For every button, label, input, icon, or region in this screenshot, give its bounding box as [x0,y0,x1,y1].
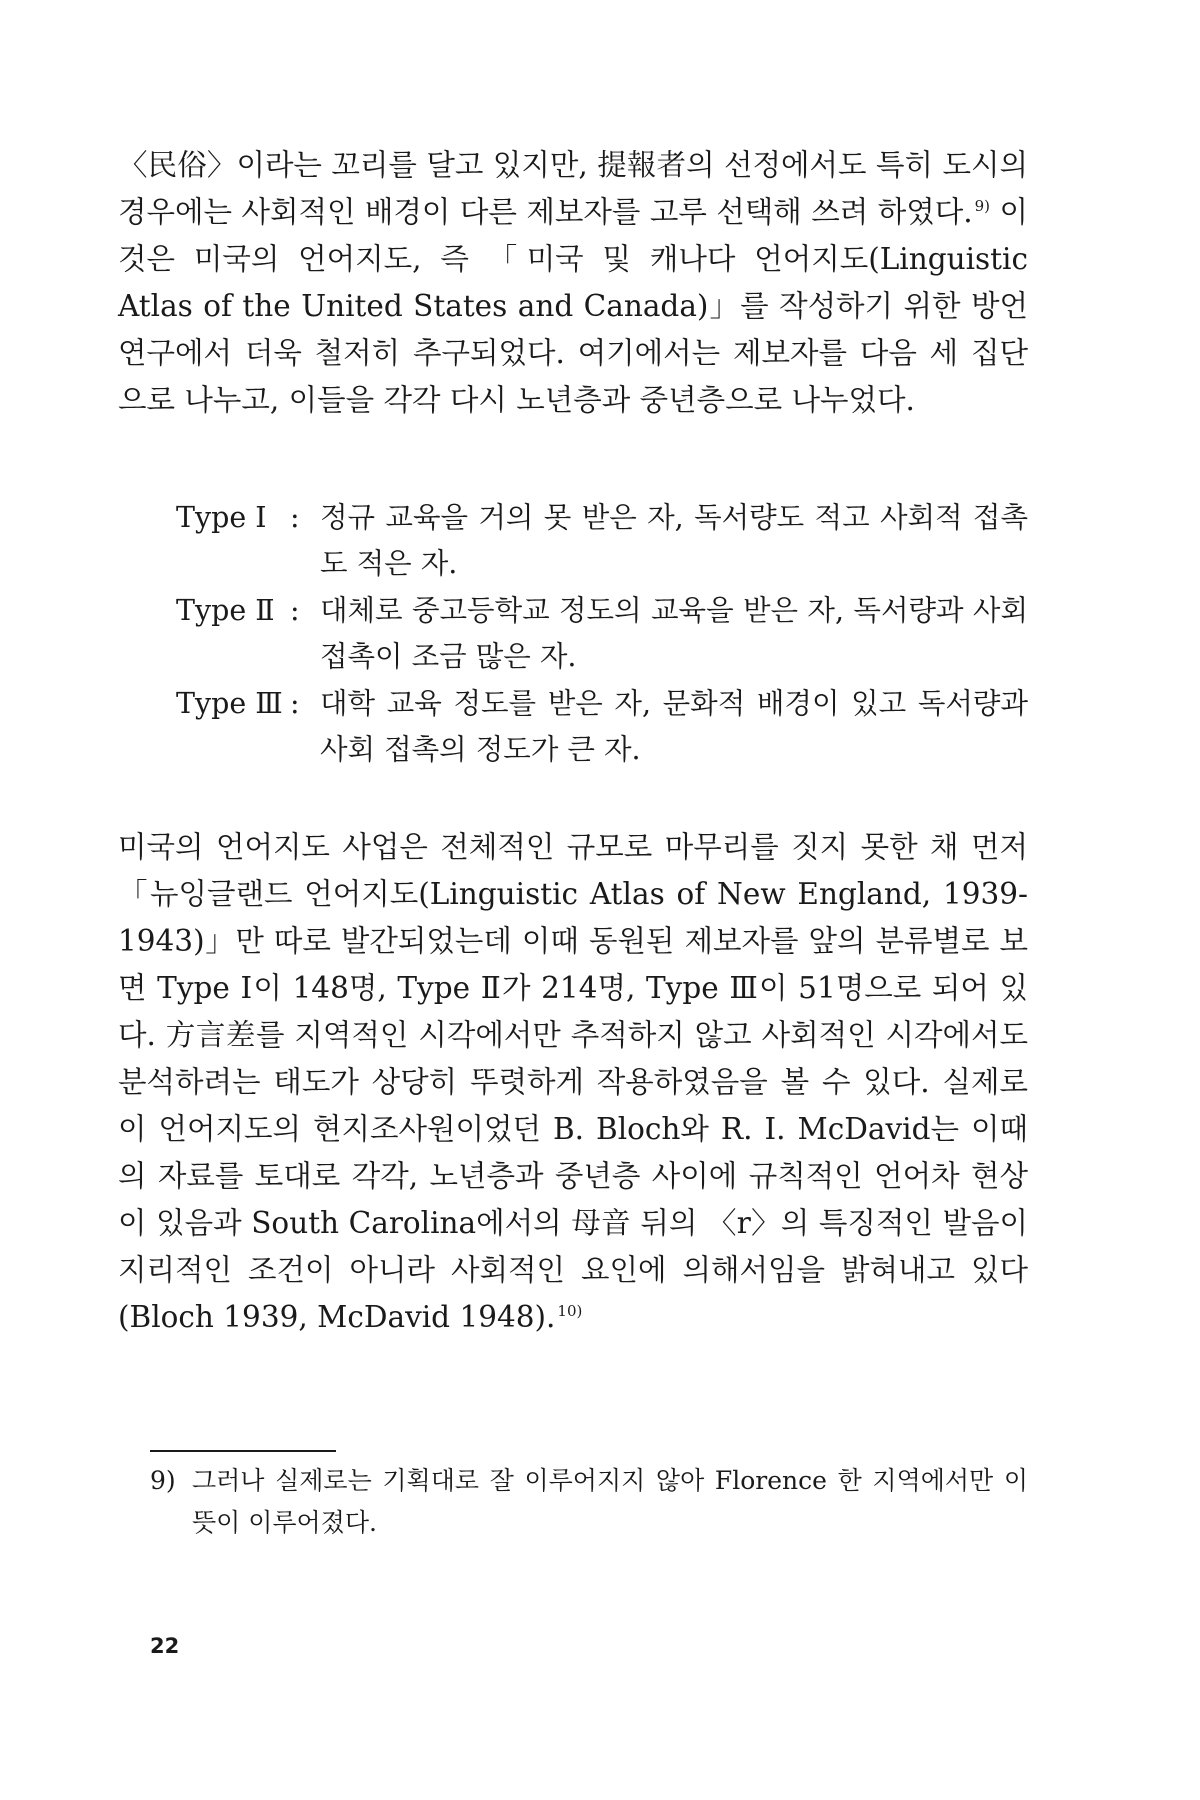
type-label: Type Ⅱ [176,594,275,627]
paragraph-1-text: 〈民俗〉이라는 꼬리를 달고 있지만, 提報者의 선정에서도 특히 도시의 경우에는 사회적인 배경이 다른 제보자를 고루 선택해 쓰려 하였다. [118,148,1028,229]
paragraph-2-text: 미국의 언어지도 사업은 전체적인 규모로 마무리를 짓지 못한 채 먼저 「뉴잉글랜드 언어지도(Linguistic Atlas of New England, 1939-1943)」만 따로 발간되었는데 이때 동원된 제보자를 앞의 분류별로 보면 Type Ⅰ이 148명, Type Ⅱ가 214명, Type Ⅲ이 51명으로 되어 있다. 方言差를 지역적인 시각에서만 추적하지 않고 사회적인 시각에서도 분석하려는 태도가 상당히 뚜렷하게 작용하였음을 볼 수 있다. 실제로 이 언어지도의 현지조사원이었던 B. Bloch와 R. I. McDavid는 이때의 자료를 토대로 각각, 노년층과 중년층 사이에 규칙적인 언어차 현상이 있음과 South Carolina에서의 母音 뒤의 〈r〉의 특징적인 발음이 지리적인 조건이 아니라 사회적인 요인에 의해서임을 밝혀내고 있다(Bloch 1939, McDavid 1948). [118,830,1028,1334]
type-item-3 [176,681,1028,773]
informant-type-list [176,495,1028,774]
type-description: 대학 교육 정도를 받은 자, 문화적 배경이 있고 독서량과 사회 접촉의 정도가 큰 자. [320,687,1028,766]
footnote-marker: 9) [150,1466,176,1495]
body-paragraph-1 [118,142,1028,424]
type-colon: : [290,501,300,534]
footnote-divider [150,1450,336,1452]
type-item-2 [176,588,1028,680]
paragraph-1-continuation: 이것은 미국의 언어지도, 즉 「미국 및 캐나다 언어지도(Linguistic Atlas of the United States and Canada)」를 작성하기 위한 방언 연구에서 더욱 철저히 추구되었다. 여기에서는 제보자를 다음 세 집단으로 나누고, 이들을 각각 다시 노년층과 중년층으로 나누었다. [118,195,1028,417]
type-label: Type Ⅰ [176,501,267,534]
type-colon: : [290,594,300,627]
type-description: 정규 교육을 거의 못 받은 자, 독서량도 적고 사회적 접촉도 적은 자. [320,501,1028,580]
body-paragraph-2 [118,824,1028,1341]
type-item-1 [176,495,1028,587]
footnote-9 [150,1460,1028,1544]
page-number: 22 [150,1634,180,1658]
type-description: 대체로 중고등학교 정도의 교육을 받은 자, 독서량과 사회 접촉이 조금 많은 자. [320,594,1028,673]
type-label: Type Ⅲ [176,687,283,720]
footnote-text: 그러나 실제로는 기획대로 잘 이루어지지 않아 Florence 한 지역에서만 이 뜻이 이루어졌다. [192,1466,1028,1537]
footnote-ref-9[interactable]: 9) [974,197,990,215]
type-colon: : [290,687,300,720]
footnote-ref-10[interactable]: 10) [557,1302,583,1320]
